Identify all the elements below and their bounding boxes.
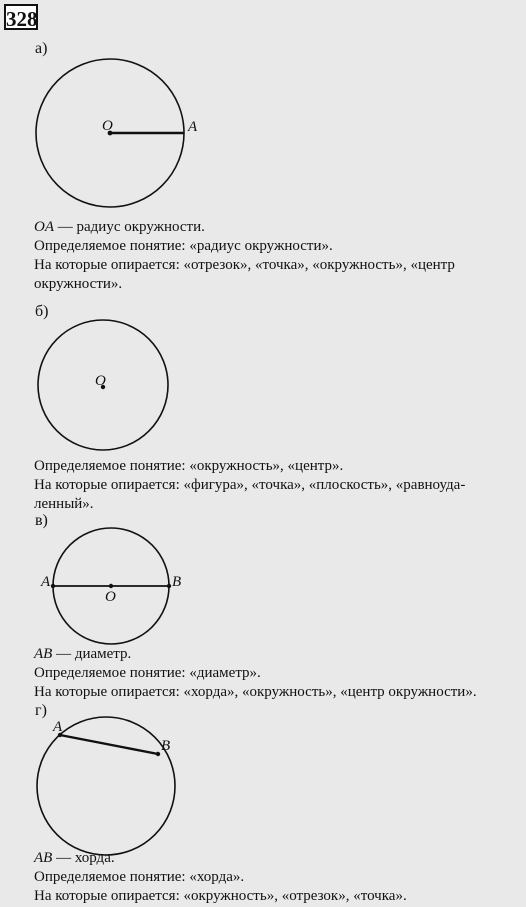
part-c-line-1: AB — диаметр.	[34, 646, 132, 662]
symbol: AB	[34, 850, 53, 866]
chord-segment-ab	[60, 735, 158, 754]
symbol: AB	[34, 646, 53, 662]
part-a-line-4: окружности».	[34, 276, 123, 292]
part-d-line-2: Определяемое понятие: «хорда».	[34, 869, 245, 885]
part-a-line-1: OA — радиус окружности.	[34, 219, 205, 235]
part-d-label: г)	[35, 702, 47, 719]
part-d-line-1: AB — хорда.	[34, 850, 115, 866]
problem-number: 328	[4, 4, 38, 30]
part-b-label: б)	[35, 303, 49, 320]
part-d-text	[34, 849, 520, 906]
symbol: OA	[34, 219, 54, 235]
part-b-line-1: Определяемое понятие: «окружность», «центр».	[34, 458, 344, 474]
part-d-line-3: На которые опирается: «окружность», «отрезок», «точка».	[34, 888, 407, 904]
part-c-text	[34, 645, 520, 702]
point-a	[51, 584, 55, 588]
point-b-label: B	[161, 738, 171, 754]
part-a-text	[34, 218, 520, 294]
part-b-line-2: На которые опирается: «фигура», «точка», «плоскость», «равноуда-	[34, 477, 466, 493]
point-o-label: O	[102, 118, 113, 134]
part-b-text	[34, 457, 520, 514]
part-b-line-3: ленный».	[34, 496, 94, 512]
figure-d-chord	[37, 717, 175, 855]
figure-b-circle	[38, 320, 168, 450]
part-a-line-2: Определяемое понятие: «радиус окружности».	[34, 238, 333, 254]
point-o-label: O	[105, 589, 116, 605]
circle-d	[37, 717, 175, 855]
point-a-label: A	[53, 719, 63, 735]
figure-c-diameter	[40, 528, 181, 644]
part-a-line-3: На которые опирается: «отрезок», «точка», «окружность», «центр	[34, 257, 455, 273]
point-b	[156, 752, 160, 756]
part-a-label: а)	[35, 40, 48, 57]
part-c-line-2: Определяемое понятие: «диаметр».	[34, 665, 261, 681]
point-o	[109, 584, 113, 588]
point-a-label: A	[188, 119, 198, 135]
point-a-label: A	[41, 574, 51, 590]
point-b	[167, 584, 171, 588]
point-o-label: O	[95, 373, 106, 389]
part-c-label: в)	[35, 512, 48, 529]
figure-a-radius	[36, 59, 198, 207]
part-c-line-3: На которые опирается: «хорда», «окружность», «центр окружности».	[34, 684, 477, 700]
point-b-label: B	[172, 574, 182, 590]
